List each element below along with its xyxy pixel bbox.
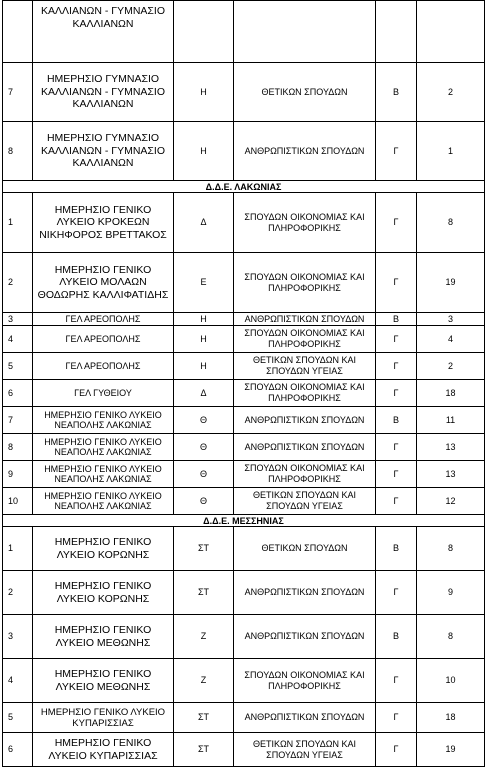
direction: ΘΕΤΙΚΩΝ ΣΠΟΥΔΩΝ	[234, 63, 376, 122]
schools-table-body	[3, 1, 485, 767]
row-number: 7	[3, 407, 33, 434]
grade: Β	[376, 615, 417, 659]
row-number: 3	[3, 615, 33, 659]
table-row	[3, 253, 485, 313]
direction: ΣΠΟΥΔΩΝ ΟΙΚΟΝΟΜΙΑΣ ΚΑΙ ΠΛΗΡΟΦΟΡΙΚΗΣ	[234, 659, 376, 703]
grade: Β	[376, 527, 417, 571]
table-row	[3, 313, 485, 326]
row-number: 8	[3, 122, 33, 181]
grade: Γ	[376, 253, 417, 313]
row-number	[3, 1, 33, 63]
category: Ζ	[174, 659, 234, 703]
count: 13	[417, 461, 485, 488]
section-title: Δ.Δ.Ε. ΛΑΚΩΝΙΑΣ	[3, 181, 485, 193]
category: Η	[174, 122, 234, 181]
school-name: ΓΕΛ ΑΡΕΟΠΟΛΗΣ	[33, 313, 174, 326]
grade: Γ	[376, 122, 417, 181]
row-number: 1	[3, 527, 33, 571]
count: 13	[417, 434, 485, 461]
category: ΣΤ	[174, 733, 234, 767]
table-row	[3, 434, 485, 461]
schools-table	[2, 0, 485, 767]
grade: Β	[376, 63, 417, 122]
direction: ΑΝΘΡΩΠΙΣΤΙΚΩΝ ΣΠΟΥΔΩΝ	[234, 571, 376, 615]
grade: Γ	[376, 488, 417, 515]
direction: ΑΝΘΡΩΠΙΣΤΙΚΩΝ ΣΠΟΥΔΩΝ	[234, 615, 376, 659]
direction: ΣΠΟΥΔΩΝ ΟΙΚΟΝΟΜΙΑΣ ΚΑΙ ΠΛΗΡΟΦΟΡΙΚΗΣ	[234, 326, 376, 353]
school-name: ΗΜΕΡΗΣΙΟ ΓΕΝΙΚΟ ΛΥΚΕΙΟ ΝΕΑΠΟΛΗΣ ΛΑΚΩΝΙΑΣ	[33, 461, 174, 488]
table-row	[3, 703, 485, 733]
grade	[376, 1, 417, 63]
direction: ΣΠΟΥΔΩΝ ΟΙΚΟΝΟΜΙΑΣ ΚΑΙ ΠΛΗΡΟΦΟΡΙΚΗΣ	[234, 253, 376, 313]
school-name: ΓΕΛ ΓΥΘΕΙΟΥ	[33, 380, 174, 407]
category: Η	[174, 353, 234, 380]
grade: Γ	[376, 193, 417, 253]
count: 9	[417, 571, 485, 615]
school-name: ΗΜΕΡΗΣΙΟ ΓΕΝΙΚΟ ΛΥΚΕΙΟ ΚΟΡΩΝΗΣ	[33, 527, 174, 571]
category: ΣΤ	[174, 571, 234, 615]
school-name: ΗΜΕΡΗΣΙΟ ΓΕΝΙΚΟ ΛΥΚΕΙΟ ΚΡΟΚΕΩΝ ΝΙΚΗΦΟΡΟΣ ΒΡΕΤΤΑΚΟΣ	[33, 193, 174, 253]
row-number: 7	[3, 63, 33, 122]
school-name: ΗΜΕΡΗΣΙΟ ΓΥΜΝΑΣΙΟ ΚΑΛΛΙΑΝΩΝ - ΓΥΜΝΑΣΙΟ ΚΑΛΛΙΑΝΩΝ	[33, 63, 174, 122]
category: Δ	[174, 380, 234, 407]
category: ΣΤ	[174, 527, 234, 571]
section-title: Δ.Δ.Ε. ΜΕΣΣΗΝΙΑΣ	[3, 515, 485, 527]
grade: Γ	[376, 326, 417, 353]
table-row	[3, 733, 485, 767]
direction: ΘΕΤΙΚΩΝ ΣΠΟΥΔΩΝ ΚΑΙ ΣΠΟΥΔΩΝ ΥΓΕΙΑΣ	[234, 733, 376, 767]
school-name: ΗΜΕΡΗΣΙΟ ΓΕΝΙΚΟ ΛΥΚΕΙΟ ΚΥΠΑΡΙΣΣΙΑΣ	[33, 733, 174, 767]
school-name: ΓΕΛ ΑΡΕΟΠΟΛΗΣ	[33, 326, 174, 353]
category: Θ	[174, 434, 234, 461]
direction: ΑΝΘΡΩΠΙΣΤΙΚΩΝ ΣΠΟΥΔΩΝ	[234, 122, 376, 181]
row-number: 2	[3, 571, 33, 615]
direction: ΘΕΤΙΚΩΝ ΣΠΟΥΔΩΝ	[234, 527, 376, 571]
school-name: ΗΜΕΡΗΣΙΟ ΓΕΝΙΚΟ ΛΥΚΕΙΟ ΝΕΑΠΟΛΗΣ ΛΑΚΩΝΙΑΣ	[33, 488, 174, 515]
direction	[234, 1, 376, 63]
table-row	[3, 407, 485, 434]
row-number: 4	[3, 326, 33, 353]
table-row	[3, 461, 485, 488]
school-name: ΗΜΕΡΗΣΙΟ ΓΥΜΝΑΣΙΟ ΚΑΛΛΙΑΝΩΝ - ΓΥΜΝΑΣΙΟ ΚΑΛΛΙΑΝΩΝ	[33, 122, 174, 181]
row-number: 4	[3, 659, 33, 703]
direction: ΑΝΘΡΩΠΙΣΤΙΚΩΝ ΣΠΟΥΔΩΝ	[234, 313, 376, 326]
table-row	[3, 63, 485, 122]
table-row	[3, 380, 485, 407]
category: Ε	[174, 253, 234, 313]
category: Ζ	[174, 615, 234, 659]
count: 18	[417, 380, 485, 407]
category: ΣΤ	[174, 703, 234, 733]
school-name: ΗΜΕΡΗΣΙΟ ΓΕΝΙΚΟ ΛΥΚΕΙΟ ΚΥΠΑΡΙΣΣΙΑΣ	[33, 703, 174, 733]
table-row	[3, 571, 485, 615]
count	[417, 1, 485, 63]
table-row	[3, 659, 485, 703]
count: 12	[417, 488, 485, 515]
category: Η	[174, 63, 234, 122]
row-number: 5	[3, 353, 33, 380]
grade: Β	[376, 313, 417, 326]
row-number: 5	[3, 703, 33, 733]
direction: ΑΝΘΡΩΠΙΣΤΙΚΩΝ ΣΠΟΥΔΩΝ	[234, 703, 376, 733]
count: 19	[417, 253, 485, 313]
grade: Γ	[376, 703, 417, 733]
direction: ΑΝΘΡΩΠΙΣΤΙΚΩΝ ΣΠΟΥΔΩΝ	[234, 407, 376, 434]
school-name: ΗΜΕΡΗΣΙΟ ΓΕΝΙΚΟ ΛΥΚΕΙΟ ΝΕΑΠΟΛΗΣ ΛΑΚΩΝΙΑΣ	[33, 407, 174, 434]
row-number: 1	[3, 193, 33, 253]
table-row	[3, 527, 485, 571]
grade: Γ	[376, 380, 417, 407]
school-name: ΗΜΕΡΗΣΙΟ ΓΕΝΙΚΟ ΛΥΚΕΙΟ ΜΕΘΩΝΗΣ	[33, 615, 174, 659]
school-name: ΗΜΕΡΗΣΙΟ ΓΕΝΙΚΟ ΛΥΚΕΙΟ ΚΟΡΩΝΗΣ	[33, 571, 174, 615]
count: 4	[417, 326, 485, 353]
direction: ΣΠΟΥΔΩΝ ΟΙΚΟΝΟΜΙΑΣ ΚΑΙ ΠΛΗΡΟΦΟΡΙΚΗΣ	[234, 380, 376, 407]
count: 8	[417, 527, 485, 571]
section-header-row	[3, 181, 485, 193]
count: 8	[417, 193, 485, 253]
count: 2	[417, 353, 485, 380]
category	[174, 1, 234, 63]
direction: ΘΕΤΙΚΩΝ ΣΠΟΥΔΩΝ ΚΑΙ ΣΠΟΥΔΩΝ ΥΓΕΙΑΣ	[234, 353, 376, 380]
direction: ΣΠΟΥΔΩΝ ΟΙΚΟΝΟΜΙΑΣ ΚΑΙ ΠΛΗΡΟΦΟΡΙΚΗΣ	[234, 193, 376, 253]
count: 1	[417, 122, 485, 181]
table-row	[3, 122, 485, 181]
category: Δ	[174, 193, 234, 253]
count: 19	[417, 733, 485, 767]
table-row	[3, 1, 485, 63]
grade: Γ	[376, 571, 417, 615]
table-row	[3, 488, 485, 515]
grade: Γ	[376, 659, 417, 703]
grade: Γ	[376, 353, 417, 380]
direction: ΘΕΤΙΚΩΝ ΣΠΟΥΔΩΝ ΚΑΙ ΣΠΟΥΔΩΝ ΥΓΕΙΑΣ	[234, 488, 376, 515]
school-name: ΗΜΕΡΗΣΙΟ ΓΕΝΙΚΟ ΛΥΚΕΙΟ ΜΟΛΑΩΝ ΘΟΔΩΡΗΣ ΚΑΛΛΙΦΑΤΙΔΗΣ	[33, 253, 174, 313]
school-name: ΗΜΕΡΗΣΙΟ ΓΕΝΙΚΟ ΛΥΚΕΙΟ ΜΕΘΩΝΗΣ	[33, 659, 174, 703]
row-number: 8	[3, 434, 33, 461]
row-number: 6	[3, 733, 33, 767]
category: Θ	[174, 461, 234, 488]
grade: Β	[376, 407, 417, 434]
school-name: ΗΜΕΡΗΣΙΟ ΓΕΝΙΚΟ ΛΥΚΕΙΟ ΝΕΑΠΟΛΗΣ ΛΑΚΩΝΙΑΣ	[33, 434, 174, 461]
row-number: 10	[3, 488, 33, 515]
count: 11	[417, 407, 485, 434]
grade: Γ	[376, 461, 417, 488]
table-row	[3, 353, 485, 380]
table-row	[3, 193, 485, 253]
count: 8	[417, 615, 485, 659]
table-row	[3, 615, 485, 659]
category: Η	[174, 313, 234, 326]
category: Θ	[174, 407, 234, 434]
count: 10	[417, 659, 485, 703]
direction: ΑΝΘΡΩΠΙΣΤΙΚΩΝ ΣΠΟΥΔΩΝ	[234, 434, 376, 461]
count: 3	[417, 313, 485, 326]
school-name: ΚΑΛΛΙΑΝΩΝ - ΓΥΜΝΑΣΙΟ ΚΑΛΛΙΑΝΩΝ	[33, 1, 174, 63]
grade: Γ	[376, 733, 417, 767]
row-number: 2	[3, 253, 33, 313]
table-row	[3, 326, 485, 353]
section-header-row	[3, 515, 485, 527]
row-number: 3	[3, 313, 33, 326]
grade: Γ	[376, 434, 417, 461]
category: Θ	[174, 488, 234, 515]
count: 2	[417, 63, 485, 122]
direction: ΣΠΟΥΔΩΝ ΟΙΚΟΝΟΜΙΑΣ ΚΑΙ ΠΛΗΡΟΦΟΡΙΚΗΣ	[234, 461, 376, 488]
count: 18	[417, 703, 485, 733]
row-number: 6	[3, 380, 33, 407]
category: Η	[174, 326, 234, 353]
row-number: 9	[3, 461, 33, 488]
school-name: ΓΕΛ ΑΡΕΟΠΟΛΗΣ	[33, 353, 174, 380]
